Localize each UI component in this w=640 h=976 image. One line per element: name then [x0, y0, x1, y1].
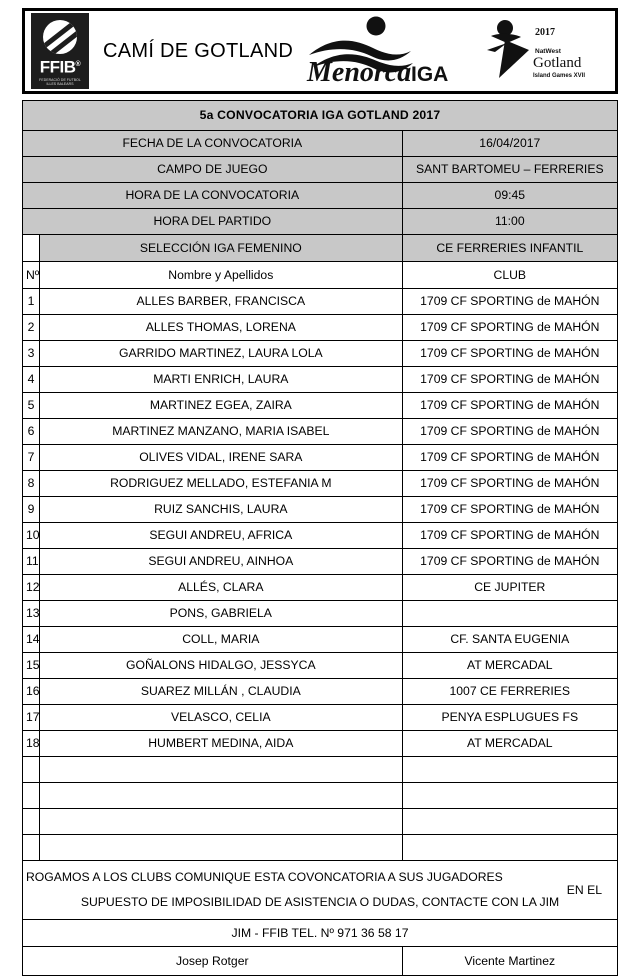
player-club: AT MERCADAL [402, 653, 617, 679]
player-club: 1709 CF SPORTING de MAHÓN [402, 393, 617, 419]
table-row [23, 497, 618, 523]
player-number [23, 809, 40, 835]
player-name [40, 783, 403, 809]
player-number: 1 [23, 289, 40, 315]
player-number: 15 [23, 653, 40, 679]
player-name: HUMBERT MEDINA, AIDA [40, 731, 403, 757]
table-row [23, 731, 618, 757]
menorca-script-text: Menorca [307, 57, 412, 87]
iga-text: IGA [411, 63, 449, 86]
info-value: SANT BARTOMEU – FERRERIES [402, 157, 617, 183]
figure-head-icon [497, 20, 513, 36]
info-label: FECHA DE LA CONVOCATORIA [23, 131, 403, 157]
header-num: Nº [23, 262, 40, 289]
player-number [23, 783, 40, 809]
player-club: AT MERCADAL [402, 731, 617, 757]
info-value: 11:00 [402, 209, 617, 235]
info-row-fecha [23, 131, 618, 157]
ffib-wordmark [40, 56, 80, 76]
empty-table-row [23, 757, 618, 783]
player-number: 4 [23, 367, 40, 393]
document-title: 5a CONVOCATORIA IGA GOTLAND 2017 [23, 101, 618, 131]
player-name: SUAREZ MILLÁN , CLAUDIA [40, 679, 403, 705]
player-name: OLIVES VIDAL, IRENE SARA [40, 445, 403, 471]
player-number: 6 [23, 419, 40, 445]
gotland-event: Island Games XVII [533, 73, 586, 79]
empty-table-row [23, 835, 618, 861]
table-row [23, 419, 618, 445]
gotland-name: Gotland [533, 55, 582, 71]
info-value: 16/04/2017 [402, 131, 617, 157]
player-name: ALLES THOMAS, LORENA [40, 315, 403, 341]
empty-table-row [23, 783, 618, 809]
player-name: MARTINEZ MANZANO, MARIA ISABEL [40, 419, 403, 445]
menorca-iga-logo [303, 15, 453, 87]
info-label: CAMPO DE JUEGO [23, 157, 403, 183]
footer-note [23, 861, 618, 920]
table-row [23, 289, 618, 315]
table-row [23, 341, 618, 367]
player-name: PONS, GABRIELA [40, 601, 403, 627]
player-club: PENYA ESPLUGUES FS [402, 705, 617, 731]
info-label: HORA DE LA CONVOCATORIA [23, 183, 403, 209]
player-number: 7 [23, 445, 40, 471]
player-club: 1709 CF SPORTING de MAHÓN [402, 523, 617, 549]
num-spacer-cell [23, 235, 40, 262]
player-club: 1709 CF SPORTING de MAHÓN [402, 497, 617, 523]
table-row [23, 575, 618, 601]
teams-row [23, 235, 618, 262]
player-number: 18 [23, 731, 40, 757]
football-icon [43, 20, 77, 54]
player-number: 16 [23, 679, 40, 705]
player-number: 5 [23, 393, 40, 419]
ffib-logo [31, 13, 89, 89]
player-club: 1709 CF SPORTING de MAHÓN [402, 419, 617, 445]
convocatoria-table [22, 100, 618, 976]
player-name: RODRIGUEZ MELLADO, ESTEFANIA M [40, 471, 403, 497]
player-club [402, 809, 617, 835]
player-club: CF. SANTA EUGENIA [402, 627, 617, 653]
player-name: GARRIDO MARTINEZ, LAURA LOLA [40, 341, 403, 367]
player-club: 1709 CF SPORTING de MAHÓN [402, 471, 617, 497]
player-number: 14 [23, 627, 40, 653]
player-name: SEGUI ANDREU, AINHOA [40, 549, 403, 575]
ffib-subtitle: FEDERACIÓ DE FUTBOL ILLES BALEARS [39, 77, 81, 87]
cami-de-gotland-label: CAMÍ DE GOTLAND [103, 39, 294, 62]
table-row [23, 315, 618, 341]
footer-note-line-2: EN EL [566, 882, 602, 897]
player-number: 9 [23, 497, 40, 523]
player-number: 13 [23, 601, 40, 627]
player-name [40, 757, 403, 783]
info-value: 09:45 [402, 183, 617, 209]
player-club: 1709 CF SPORTING de MAHÓN [402, 341, 617, 367]
player-name: ALLES BARBER, FRANCISCA [40, 289, 403, 315]
table-row [23, 679, 618, 705]
player-club [402, 757, 617, 783]
player-number: 2 [23, 315, 40, 341]
footer-note-line-1: ROGAMOS A LOS CLUBS COMUNIQUE ESTA COVONCATORIA A SUS JUGADORES [26, 869, 503, 884]
player-name: RUIZ SANCHIS, LAURA [40, 497, 403, 523]
footer-note-row [23, 861, 618, 920]
column-headers-row [23, 262, 618, 289]
player-club: 1709 CF SPORTING de MAHÓN [402, 315, 617, 341]
player-club: 1709 CF SPORTING de MAHÓN [402, 549, 617, 575]
player-name [40, 835, 403, 861]
table-body [23, 101, 618, 976]
header-name: Nombre y Apellidos [40, 262, 403, 289]
player-name: GOÑALONS HIDALGO, JESSYCA [40, 653, 403, 679]
info-label: HORA DEL PARTIDO [23, 209, 403, 235]
away-team-name: CE FERRERIES INFANTIL [402, 235, 617, 262]
player-club: 1709 CF SPORTING de MAHÓN [402, 367, 617, 393]
table-row [23, 627, 618, 653]
table-row [23, 393, 618, 419]
player-number: 10 [23, 523, 40, 549]
player-number [23, 757, 40, 783]
player-name: MARTI ENRICH, LAURA [40, 367, 403, 393]
info-row-hora-convocatoria [23, 183, 618, 209]
table-row [23, 653, 618, 679]
gotland-year: 2017 [535, 27, 556, 38]
signature-right: Vicente Martinez [402, 947, 617, 976]
telephone-row [23, 920, 618, 947]
player-name: SEGUI ANDREU, AFRICA [40, 523, 403, 549]
info-row-campo [23, 157, 618, 183]
table-row [23, 445, 618, 471]
player-number: 17 [23, 705, 40, 731]
player-club [402, 835, 617, 861]
player-number: 11 [23, 549, 40, 575]
player-number [23, 835, 40, 861]
player-name: MARTINEZ EGEA, ZAIRA [40, 393, 403, 419]
player-club [402, 783, 617, 809]
telephone-text: JIM - FFIB TEL. Nº 971 36 58 17 [23, 920, 618, 947]
table-row [23, 601, 618, 627]
player-name: COLL, MARIA [40, 627, 403, 653]
player-name: ALLÉS, CLARA [40, 575, 403, 601]
player-club: 1709 CF SPORTING de MAHÓN [402, 445, 617, 471]
home-team-name: SELECCIÓN IGA FEMENINO [40, 235, 403, 262]
player-club [402, 601, 617, 627]
player-club: CE JUPITER [402, 575, 617, 601]
table-row [23, 523, 618, 549]
table-row [23, 549, 618, 575]
logo-banner [22, 8, 618, 94]
table-row [23, 367, 618, 393]
signature-left: Josep Rotger [23, 947, 403, 976]
player-number: 3 [23, 341, 40, 367]
ffib-wordmark-text: FFIB [39, 57, 76, 77]
registered-icon: ® [75, 61, 81, 68]
table-row [23, 705, 618, 731]
gotland-sponsor: NatWest [535, 48, 561, 55]
footer-note-line-3: SUPUESTO DE IMPOSIBILIDAD DE ASISTENCIA O DUDAS, CONTACTE CON LA JIM [80, 895, 560, 910]
signature-row [23, 947, 618, 976]
player-name: VELASCO, CELIA [40, 705, 403, 731]
info-row-hora-partido [23, 209, 618, 235]
sun-icon [367, 17, 386, 36]
table-row [23, 471, 618, 497]
player-number: 12 [23, 575, 40, 601]
header-club: CLUB [402, 262, 617, 289]
gotland-island-games-logo [477, 16, 587, 86]
title-row [23, 101, 618, 131]
player-club: 1709 CF SPORTING de MAHÓN [402, 289, 617, 315]
player-number: 8 [23, 471, 40, 497]
player-name [40, 809, 403, 835]
empty-table-row [23, 809, 618, 835]
player-club: 1007 CE FERRERIES [402, 679, 617, 705]
